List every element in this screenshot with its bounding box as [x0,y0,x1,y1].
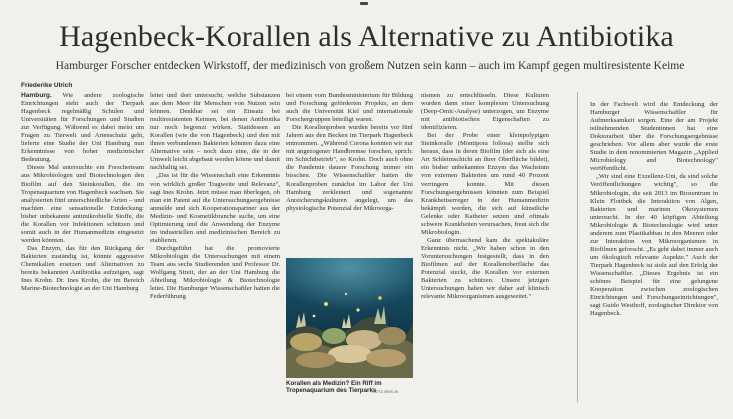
paragraph: Dieses Mal untersuchte ein Forscherteam aus Mikrobiologen und Biotechnologen den Biofilm auf den Steinkorallen, die im Tropenaquarium von Hagenbeck wachsen. Sie analysierten fünf unterschiedliche Arten – und machten eine sensationelle Entdeckung: bisher unbekannte antimikrobielle Stoffe, die die Korallen vor Infektionen schützen und somit auch in der Humanmedizin eingesetzt werden könnten. [21,164,144,244]
dateline: Hamburg. [21,92,52,99]
paragraph: Die Korallenproben wurden bereits vor fünf Jahren aus den Becken im Tierpark Hagenbeck entnommen. „Während Corona konnten wir nur mit angezogener Handbremse forschen, sprich: im Schichtbetrieb", so Krohn. Doch auch ohne die Pandemie dauere Forschung immer ein bisschen. Die Wissenschaftler hatten die Korallenproben zunächst im Labor der Uni Hamburg zerkleinert und sogenannte Anreicherungskulturen angelegt, um das physiologische Potenzial der Mikroorga- [286,124,413,212]
paragraph: „Das ist für die Wissenschaft eine Erkenntnis von wirklich großer Tragweite und Relevanz", sagt Ines Krohn. Jetzt müsse man überlegen, ob man ein Patent auf die Untersuchungsergebnisse anmelde und sich Kooperationspartner aus der Medizin- und Kosmetikbranche suche, um eine Optimierung und die Anwendung der Enzyme im industriellen und medizinischen Bereich zu etablieren. [150,172,280,244]
paragraph: Das Enzym, das für den Rückgang der Bakterien zuständig ist, könnte aggressive Chemikalien ersetzen und Alternativen zu bereits bekannten Antibiotika aufzeigen, sagt Ines Krohn. Dr. Ines Krohn, die im Bereich Marine-Biotechnologie an der Uni Hamburg [21,244,144,293]
paragraph [21,92,144,164]
article-column-2 [150,92,280,410]
paragraph: nismen zu entschlüsseln. Diese Kulturen wurden dann einer komplexen Untersuchung (Deep-Omic-Analyse) unterzogen, um Enzyme mit antibiotischen Eigenschaften zu identifizieren. [421,92,549,132]
article-headline: Hagenbeck-Korallen als Alternative zu Antibiotika [59,20,674,53]
paragraph: „Wir sind eine Exzellenz-Uni, da sind solche Veröffentlichungen wichtig", so die Mikrobiologin, die seit 2013 im Biozentrum in Klein Flottbek die Interaktion von Algen, Bakterien und marinen Ökosystemen untersucht. In der 40 köpfigen Abteilung Mikrobiologie & Biotechnologie wird unter anderem zum Plastikabbau in den Meeren oder zur Interaktion von Mikroorganismen in Biofilmen geforscht. „Es geht dabei immer auch um ökologisch relevante Aspekte." Auch der Tierpark Hagenbeck ist stolz auf den Erfolg der Wissenschaftler. „Dieses Ergebnis ist ein schönes Beispiel für eine gelungene Kooperation zwischen zoologischen Einrichtungen und Forschungseinrichtungen", sagt Guido Westhoff, zoologischer Direktor von Hagenbeck. [590,173,718,318]
paragraph: Durchgeführt hat die promovierte Mikrobiologin die Untersuchungen mit einem Team aus sechs Studierenden und Professor Dr. Wolfgang Streit, der an der Uni Hamburg die Abteilung Mikrobiologie & Biotechnologie leitet. Die Hamburger Wissenschaftler hatten die Federführung [150,244,280,301]
photo-caption: Korallen als Medizin? Ein Riff im Tropenaquarium des Tierparks [286,380,382,395]
column-divider [577,92,578,402]
article-byline: Friederike Ulrich [21,82,73,89]
article-subhead: Hamburger Forscher entdecken Wirkstoff, der medizinisch von großem Nutzen sein kann – auch im Kampf gegen multiresistente Keime [55,60,685,72]
paragraph-text: Wie andere zoologische Einrichtungen steht auch der Tierpark Hagenbeck regelmäßig Schulen und Universitäten für Forschungen und Studien zur Verfügung. Während es dabei meist um Fragen zu Tierwelt und Artenschutz geht, lieferte eine Studie der Uni Hamburg nun Erkenntnisse von hoher medizinischer Bedeutung. [21,92,144,164]
article-column-1 [21,92,144,410]
paragraph: Bei der Probe einer kleinpolypigen Steinkoralle (Montipora foliosa) stellte sich heraus, dass in deren Biofilm (der sich als eine Art Schleimschicht an ihrer Oberfläche bildet), ein bisher unbekanntes Enzym das Wachstum von externen Bakterien um rund 40 Prozent verringern konnte. Mit diesen Forschungsergebnissen könnten zum Beispiel Krankheitserreger in der Humanmedizin bekämpft werden, die sich auf künstliche Gelenke oder Katheter setzen und oftmals schwere Krankheiten verursachen, freut sich die Mikrobiologin. [421,132,549,236]
page-top-mark [360,2,368,5]
paragraph: bei einem vom Bundesministerium für Bildung und Forschung geförderten Projekts, an dem auch die Universität Kiel und internationale Forschergruppen beteiligt waren. [286,92,413,124]
paragraph: Ganz überraschend kam die spektakuläre Erkenntnis nicht. „Wir haben schon in den Voruntersuchungen festgestellt, dass in den Biofilmen auf der Korallenoberfläche das Potenzial steckt, die Korallen vor externen Bakterien zu schützen. Unsere jetzigen Untersuchungen haben wir daher auf klinisch relevante Mikroorganismen ausgeweitet." [421,236,549,301]
paragraph: In der Fachwelt wird die Entdeckung der Hamburger Wissenschaftler für Aufmerksamkeit sorgen. Eine der am Projekt teilnehmenden Studentinnen hat eine Doktorarbeit über die Forschungsergebnisse geschrieben. Vor allem aber wurde die erste Studie in dem renommierten Magazin „Applied Microbiology and Biotechnology" veröffentlicht. [590,101,718,173]
coral-reef-illustration [286,258,413,378]
photo-credit: GÖTZ BERLIK [372,389,399,394]
article-column-4 [421,92,549,410]
paragraph: leitet und dort untersucht, welche Substanzen aus dem Meer für Menschen von Nutzen sein können. Denkbar sei ein Einsatz bei multiresistenten Keimen, bei denen Antibiotika nur noch begrenzt wirken. Stattdessen an Korallen (wie die von Hagenbeck) und den mit ihnen verbundenen Bakterien könnten dazu eine Alternative sein – noch dazu eine, die in der Umwelt leicht abgebaut werden könne und damit nachhaltig sei. [150,92,280,172]
coral-reef-photo [286,258,413,378]
article-column-3 [286,92,413,254]
article-column-5 [590,101,718,419]
